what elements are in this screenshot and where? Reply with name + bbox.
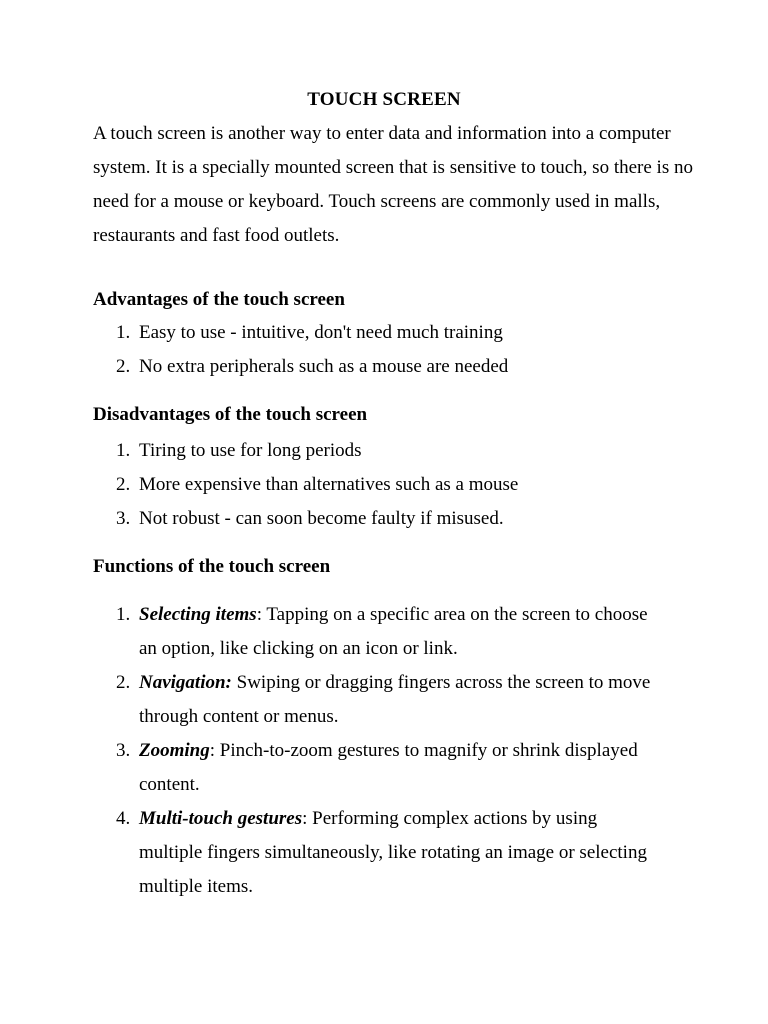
list-item xyxy=(0,598,659,666)
list-number: 1. xyxy=(116,322,131,343)
list-item xyxy=(0,434,659,468)
list-text: Tiring to use for long periods xyxy=(139,440,362,461)
function-term: Selecting items xyxy=(139,604,257,625)
function-term: Multi-touch gestures xyxy=(139,808,303,829)
intro-paragraph: A touch screen is another way to enter data and information into a computer system. It is a specially mounted screen that is sensitive to touch, so there is no need for a mouse or keyboard. Touch screens are commonly used in malls, restaurants and fast food outlets. xyxy=(93,123,693,246)
list-number: 2. xyxy=(116,672,131,693)
term-separator: : xyxy=(256,604,262,625)
functions-list xyxy=(0,598,768,904)
list-item xyxy=(0,734,659,802)
list-text: Swiping or dragging fingers across the screen to move through content or menus. xyxy=(139,672,651,727)
term-separator: : xyxy=(209,740,216,761)
list-text: Easy to use - intuitive, don't need much training xyxy=(139,322,503,343)
list-item xyxy=(0,350,659,384)
list-text: Performing complex actions by using multiple fingers simultaneously, like rotating an image or selecting multiple items. xyxy=(139,808,647,897)
list-number: 1. xyxy=(116,440,131,461)
list-text: Tapping on a specific area on the screen to choose an option, like clicking on an icon or link. xyxy=(139,604,648,659)
list-text: More expensive than alternatives such as a mouse xyxy=(139,474,519,495)
disadvantages-list xyxy=(0,434,768,536)
term-separator: : xyxy=(302,808,308,829)
function-term: Navigation: xyxy=(139,672,232,693)
list-item xyxy=(0,316,659,350)
advantages-list xyxy=(0,316,768,384)
list-number: 3. xyxy=(116,508,131,529)
functions-heading: Functions of the touch screen xyxy=(93,556,331,577)
disadvantages-heading: Disadvantages of the touch screen xyxy=(93,404,368,425)
list-number: 3. xyxy=(116,740,131,761)
list-item xyxy=(0,802,659,904)
advantages-heading: Advantages of the touch screen xyxy=(93,289,345,310)
list-number: 1. xyxy=(116,604,131,625)
function-term: Zooming xyxy=(139,740,210,761)
list-number: 2. xyxy=(116,474,131,495)
list-item xyxy=(0,468,659,502)
list-text: Not robust - can soon become faulty if misused. xyxy=(139,508,504,529)
list-text: Pinch-to-zoom gestures to magnify or shrink displayed content. xyxy=(139,740,638,795)
list-text: No extra peripherals such as a mouse are needed xyxy=(139,356,509,377)
page-title: TOUCH SCREEN xyxy=(307,89,461,110)
list-number: 4. xyxy=(116,808,131,829)
list-item xyxy=(0,502,659,536)
list-item xyxy=(0,666,659,734)
list-number: 2. xyxy=(116,356,131,377)
